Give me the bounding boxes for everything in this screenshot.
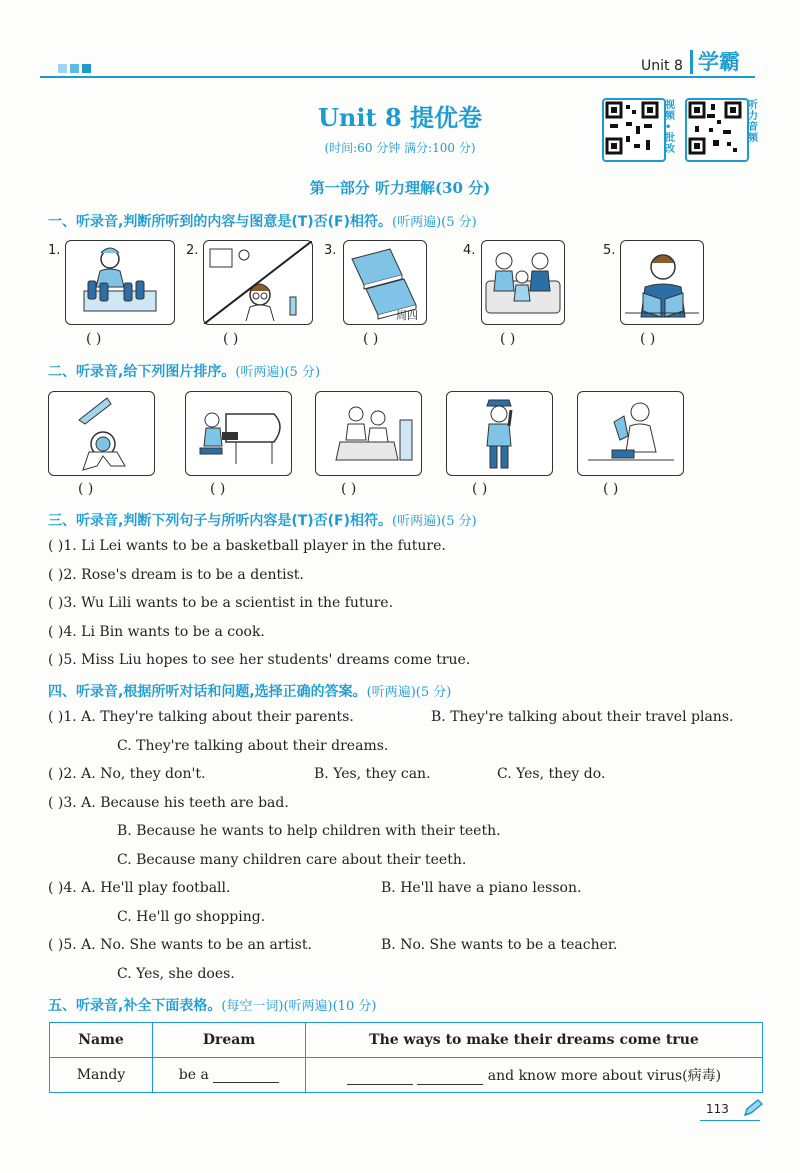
q2-option-c[interactable]: C. Yes, they do. — [497, 766, 606, 782]
qr-label-video: 视频•批改 — [665, 100, 675, 155]
tf-sentence-5[interactable]: ( )5. Miss Liu hopes to see her students' dreams come true. — [48, 652, 471, 668]
picture-order-5 — [577, 391, 684, 476]
dreams-table — [49, 1022, 763, 1093]
qr-label-audio: 听力音频 — [748, 100, 758, 144]
dentist-icon — [316, 392, 421, 475]
qr-code-video[interactable] — [602, 98, 666, 162]
section-5-heading — [48, 995, 376, 1015]
picture-order-4 — [446, 391, 553, 476]
q1-option-a[interactable]: ( )1. A. They're talking about their parents. — [48, 709, 354, 725]
cell-ways — [306, 1058, 763, 1093]
tf-sentence-1[interactable]: ( )1. Li Lei wants to be a basketball player in the future. — [48, 538, 446, 554]
scientist-microscope-icon — [578, 392, 683, 475]
brand-logo: 学霸 — [690, 50, 740, 74]
item-3-answer[interactable]: ( ) — [363, 331, 379, 347]
q5-option-a[interactable]: ( )5. A. No. She wants to be an artist. — [48, 937, 312, 953]
ways-suffix: and know more about virus(病毒) — [487, 1068, 722, 1084]
picture-5-boy-reading — [620, 240, 704, 325]
picture-order-3 — [315, 391, 422, 476]
section-1-note: (听两遍)(5 分) — [392, 215, 477, 230]
header-ways: The ways to make their dreams come true — [306, 1023, 763, 1058]
order-5-answer[interactable]: ( ) — [603, 481, 619, 497]
q4-option-c[interactable]: C. He'll go shopping. — [117, 909, 266, 925]
item-3-number: 3. — [324, 243, 337, 258]
picture-order-2 — [185, 391, 292, 476]
picture-2-scientist-crossed — [203, 240, 313, 325]
section-2-note: (听两遍)(5 分) — [235, 365, 321, 380]
header-square-1 — [58, 64, 67, 73]
ways-blank-1[interactable] — [347, 1070, 413, 1085]
section-2-title: 二、听录音,给下列图片排序。 — [48, 364, 236, 380]
item-1-answer[interactable]: ( ) — [86, 331, 102, 347]
q1-option-b[interactable]: B. They're talking about their travel plans. — [431, 709, 734, 725]
header-square-2 — [70, 64, 79, 73]
page-number: 113 — [706, 1102, 729, 1116]
page-title: Unit 8 提优卷 — [318, 103, 482, 132]
dream-prefix: be a — [178, 1067, 209, 1083]
q1-option-c[interactable]: C. They're talking about their dreams. — [117, 738, 389, 754]
section-5-title: 五、听录音,补全下面表格。 — [48, 998, 222, 1014]
item-4-number: 4. — [463, 243, 476, 258]
boy-reading-icon — [621, 241, 703, 324]
item-5-answer[interactable]: ( ) — [640, 331, 656, 347]
section-4-title: 四、听录音,根据所听对话和问题,选择正确的答案。 — [48, 684, 367, 700]
header-rule — [40, 76, 755, 78]
order-3-answer[interactable]: ( ) — [341, 481, 357, 497]
books-caption: 周四 — [396, 309, 418, 322]
tf-sentence-4[interactable]: ( )4. Li Bin wants to be a cook. — [48, 624, 265, 640]
table-header-row — [50, 1023, 763, 1058]
picture-order-1 — [48, 391, 155, 476]
q3-option-b[interactable]: B. Because he wants to help children with their teeth. — [117, 823, 501, 839]
pencil-icon — [742, 1098, 764, 1118]
section-3-note: (听两遍)(5 分) — [392, 514, 477, 529]
section-4-note: (听两遍)(5 分) — [366, 685, 452, 700]
q3-option-a[interactable]: ( )3. A. Because his teeth are bad. — [48, 795, 289, 811]
header-name: Name — [50, 1023, 153, 1058]
unit-tag: Unit 8 — [641, 58, 683, 74]
table-row — [50, 1058, 763, 1093]
page-number-rule — [700, 1120, 760, 1121]
order-2-answer[interactable]: ( ) — [210, 481, 226, 497]
tf-sentence-3[interactable]: ( )3. Wu Lili wants to be a scientist in the future. — [48, 595, 394, 611]
section-2-heading — [48, 361, 320, 381]
q4-option-b[interactable]: B. He'll have a piano lesson. — [381, 880, 582, 896]
astronaut-icon — [49, 392, 154, 475]
item-2-answer[interactable]: ( ) — [223, 331, 239, 347]
q2-option-a[interactable]: ( )2. A. No, they don't. — [48, 766, 206, 782]
section-4-heading — [48, 681, 451, 701]
item-1-number: 1. — [48, 243, 61, 258]
factory-worker-icon — [66, 241, 174, 324]
crossed-out-scientist-icon — [204, 241, 312, 324]
picture-1-factory-worker — [65, 240, 175, 325]
q5-option-b[interactable]: B. No. She wants to be a teacher. — [381, 937, 618, 953]
ways-blank-2[interactable] — [417, 1070, 483, 1085]
item-4-answer[interactable]: ( ) — [500, 331, 516, 347]
police-officer-icon — [447, 392, 552, 475]
q4-option-a[interactable]: ( )4. A. He'll play football. — [48, 880, 231, 896]
tf-sentence-2[interactable]: ( )2. Rose's dream is to be a dentist. — [48, 567, 304, 583]
section-3-heading — [48, 510, 477, 530]
cell-dream — [153, 1058, 306, 1093]
q2-option-b[interactable]: B. Yes, they can. — [314, 766, 431, 782]
section-1-title: 一、听录音,判断所听到的内容与图意是(T)否(F)相符。 — [48, 214, 393, 230]
piano-player-icon — [186, 392, 291, 475]
header-square-3 — [82, 64, 91, 73]
item-5-number: 5. — [603, 243, 616, 258]
header-dream: Dream — [153, 1023, 306, 1058]
order-1-answer[interactable]: ( ) — [78, 481, 94, 497]
item-2-number: 2. — [186, 243, 199, 258]
q5-option-c[interactable]: C. Yes, she does. — [117, 966, 235, 982]
picture-3-books — [343, 240, 427, 325]
q3-option-c[interactable]: C. Because many children care about their teeth. — [117, 852, 467, 868]
qr-code-audio[interactable] — [685, 98, 749, 162]
section-3-title: 三、听录音,判断下列句子与所听内容是(T)否(F)相符。 — [48, 513, 393, 529]
section-5-note: (每空一词)(听两遍)(10 分) — [221, 999, 377, 1014]
dream-blank[interactable] — [213, 1068, 279, 1083]
section-1-heading — [48, 211, 477, 231]
page-subtitle: (时间:60 分钟 满分:100 分) — [324, 141, 476, 155]
family-sofa-icon — [482, 241, 564, 324]
part-one-heading: 第一部分 听力理解(30 分) — [309, 179, 491, 197]
order-4-answer[interactable]: ( ) — [472, 481, 488, 497]
cell-name: Mandy — [50, 1058, 153, 1093]
picture-4-family — [481, 240, 565, 325]
